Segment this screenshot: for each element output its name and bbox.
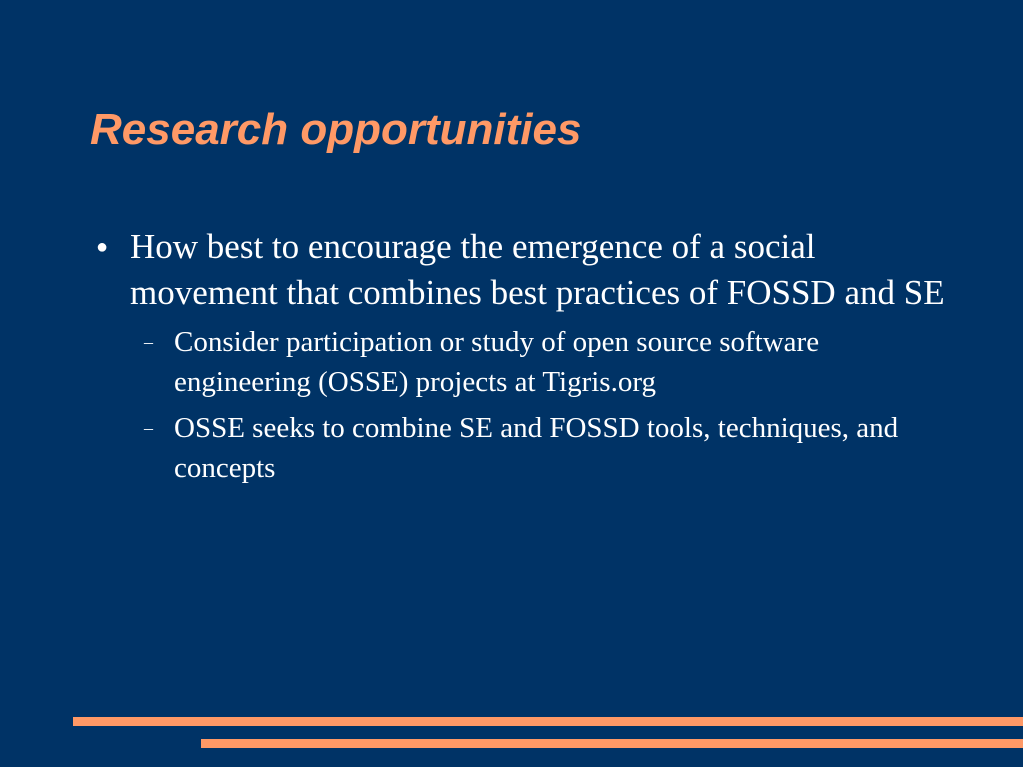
bullet-text: How best to encourage the emergence of a social movement that combines best practices of FOSSD and SE [130, 227, 945, 312]
bullet-item [96, 224, 946, 316]
dash-icon: – [144, 418, 153, 438]
sub-bullet-text: Consider participation or study of open source software engineering (OSSE) projects at Tigris.org [174, 326, 820, 398]
sub-bullet-list [96, 322, 946, 488]
sub-bullet-item [144, 322, 946, 402]
dash-icon: – [144, 332, 153, 352]
sub-bullet-item [144, 408, 946, 488]
slide-content [96, 224, 946, 488]
decorative-bar-bottom [201, 739, 1023, 748]
sub-bullet-text: OSSE seeks to combine SE and FOSSD tools, techniques, and concepts [174, 412, 899, 484]
bullet-dot-icon: ● [96, 236, 109, 258]
decorative-bar-top [73, 717, 1023, 726]
slide-title: Research opportunities [90, 105, 582, 154]
